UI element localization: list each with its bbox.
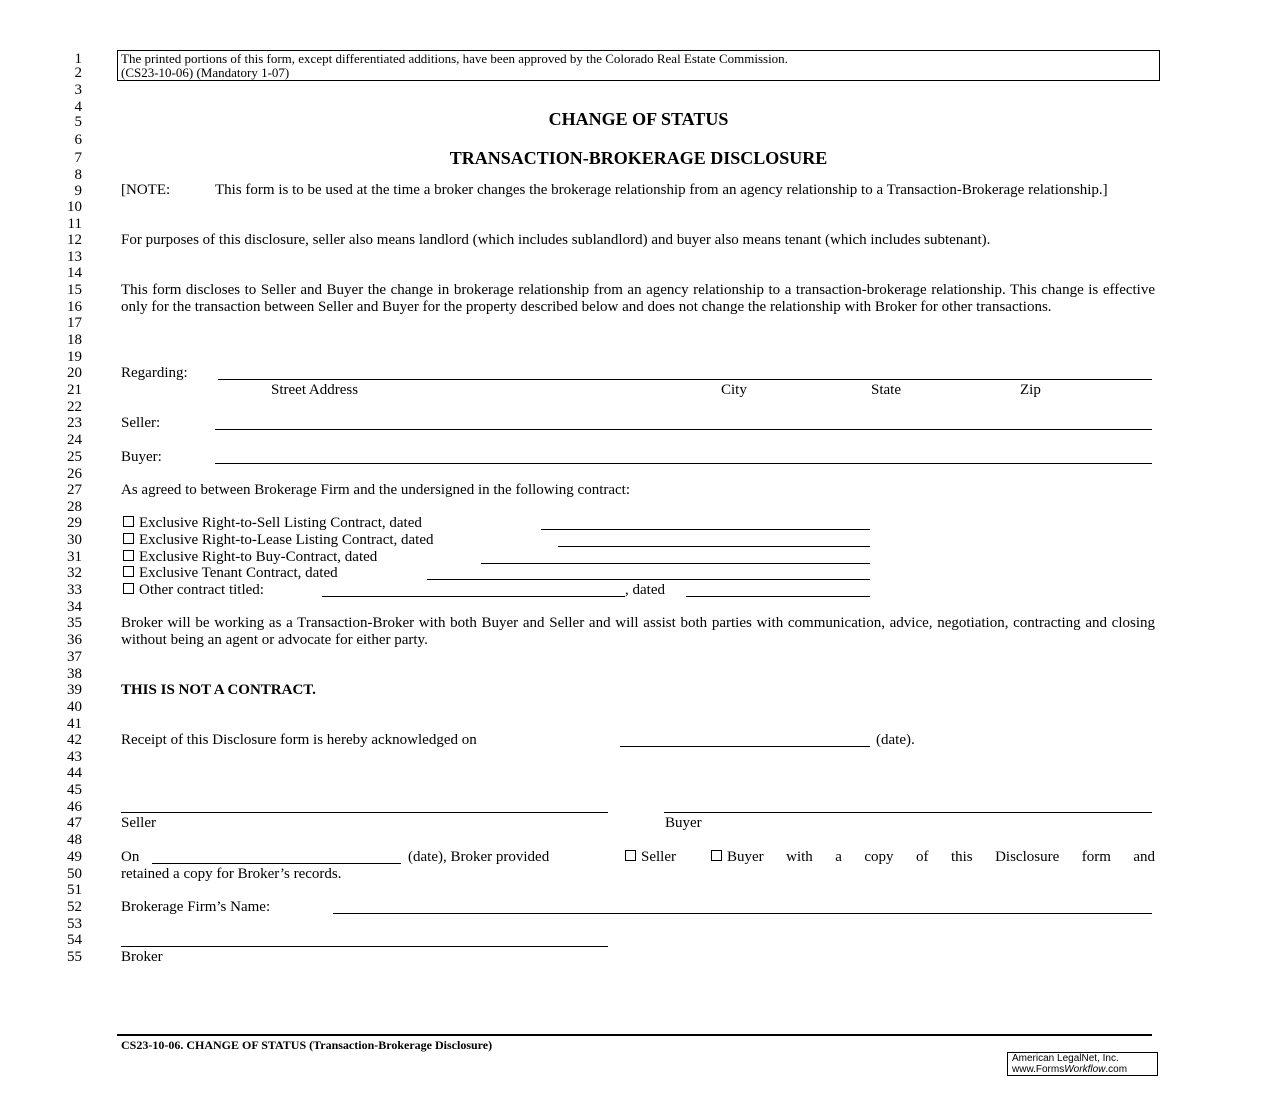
page-title: CHANGE OF STATUS: [548, 109, 729, 129]
contract-label: Other contract titled:: [139, 582, 264, 598]
vendor-name: American LegalNet, Inc.: [1012, 1053, 1119, 1064]
contract-option[interactable]: [123, 565, 338, 581]
footer-form-id: CS23-10-06. CHANGE OF STATUS (Transaction-Brokerage Disclosure): [121, 1038, 493, 1052]
dated-line[interactable]: [686, 596, 870, 597]
contract-label: Exclusive Right-to-Lease Listing Contract, dated: [139, 532, 434, 548]
line-number: 25: [67, 449, 82, 465]
line-number: 17: [67, 315, 82, 331]
line-number: 47: [67, 815, 82, 831]
line-number: 45: [67, 782, 82, 798]
line-number: 7: [74, 150, 82, 166]
line-number: 6: [74, 132, 82, 148]
retained-copy-text: retained a copy for Broker’s records.: [121, 866, 342, 882]
regarding-input-line[interactable]: [218, 379, 1152, 380]
line-number: 41: [67, 716, 82, 732]
contract-option[interactable]: [123, 582, 264, 598]
line-number: 4: [74, 99, 82, 115]
note-text: This form is to be used at the time a broker changes the brokerage relationship from an agency relationship to a Transaction-Brokerage relationship.]: [215, 182, 1108, 198]
line-number: 14: [67, 265, 82, 281]
dated-line[interactable]: [481, 563, 870, 564]
line-number: 52: [67, 899, 82, 915]
broker-role-paragraph: Broker will be working as a Transaction-Broker with both Buyer and Seller and will assist both parties with communication, advice, negotiation, contracting and closing without being an agent or advocate for either party.: [121, 615, 1155, 648]
line-number: 34: [67, 599, 82, 615]
on-label: On: [121, 849, 140, 865]
line-number: 43: [67, 749, 82, 765]
seller-signature-caption: Seller: [121, 815, 156, 831]
broker-signature-caption: Broker: [121, 949, 163, 965]
line-number: 16: [67, 299, 82, 315]
line-number: 19: [67, 349, 82, 365]
seller-signature-line[interactable]: [121, 812, 608, 813]
line-number: 55: [67, 949, 82, 965]
other-title-line[interactable]: [322, 596, 625, 597]
buyer-signature-line[interactable]: [664, 812, 1152, 813]
not-a-contract: THIS IS NOT A CONTRACT.: [121, 682, 316, 698]
line-number: 2: [74, 65, 82, 81]
line-number: 48: [67, 832, 82, 848]
line-number: 5: [74, 114, 82, 130]
contract-label: Exclusive Right-to Buy-Contract, dated: [139, 549, 378, 565]
dated-line[interactable]: [427, 579, 870, 580]
line-number: 53: [67, 916, 82, 932]
line-number: 36: [67, 632, 82, 648]
vendor-box: [1007, 1052, 1158, 1076]
line-number: 20: [67, 365, 82, 381]
checkbox[interactable]: [123, 516, 134, 527]
provided-date-line[interactable]: [152, 863, 401, 864]
note-label: [NOTE:: [121, 182, 171, 198]
receipt-text: Receipt of this Disclosure form is hereby acknowledged on: [121, 732, 477, 748]
agreed-text: As agreed to between Brokerage Firm and the undersigned in the following contract:: [121, 482, 631, 498]
city-caption: City: [721, 382, 747, 398]
dated-line[interactable]: [558, 546, 870, 547]
dated-line[interactable]: [541, 529, 870, 530]
firm-name-line[interactable]: [333, 913, 1152, 914]
disclosure-paragraph: This form discloses to Seller and Buyer the change in brokerage relationship from an agency relationship to a transaction-brokerage relationship. This change is effective only for the transaction between Seller and Buyer for the property described below and does not change the relationship with Broker for other transactions.: [121, 282, 1155, 315]
regarding-label: Regarding:: [121, 365, 188, 381]
broker-signature-line[interactable]: [121, 946, 608, 947]
receipt-date-suffix: (date).: [876, 732, 915, 748]
contract-option[interactable]: [123, 549, 377, 565]
line-number: 8: [74, 167, 82, 183]
commission-approval-box: [117, 50, 1160, 81]
purposes-paragraph: For purposes of this disclosure, seller also means landlord (which includes sublandlord) and buyer also means tenant (which includes subtenant).: [121, 232, 991, 248]
checkbox[interactable]: [123, 533, 134, 544]
line-number: 10: [67, 199, 82, 215]
receipt-date-line[interactable]: [620, 746, 870, 747]
line-number: 38: [67, 666, 82, 682]
line-number: 3: [74, 82, 82, 98]
contract-option[interactable]: [123, 515, 422, 531]
contract-label: Exclusive Right-to-Sell Listing Contract, dated: [139, 515, 422, 531]
checkbox[interactable]: [123, 566, 134, 577]
line-number: 28: [67, 499, 82, 515]
line-number: 46: [67, 799, 82, 815]
line-number: 30: [67, 532, 82, 548]
contract-option[interactable]: [123, 532, 434, 548]
zip-caption: Zip: [1020, 382, 1041, 398]
vendor-url: www.FormsWorkflow.com: [1012, 1064, 1128, 1075]
line-number: 11: [67, 216, 82, 232]
line-number: 13: [67, 249, 82, 265]
checkbox[interactable]: [625, 850, 636, 861]
line-number: 27: [67, 482, 82, 498]
buyer-label: Buyer:: [121, 449, 162, 465]
checkbox[interactable]: [123, 583, 134, 594]
line-number: 21: [67, 382, 82, 398]
line-number: 23: [67, 415, 82, 431]
provided-buyer-label: Buyer with a copy of this Disclosure form and: [727, 849, 1155, 865]
provided-seller-option[interactable]: [625, 849, 676, 865]
line-number: 24: [67, 432, 82, 448]
line-number: 49: [67, 849, 82, 865]
line-number: 50: [67, 866, 82, 882]
line-number: 54: [67, 932, 82, 948]
line-number: 31: [67, 549, 82, 565]
line-number: 26: [67, 466, 82, 482]
line-number: 37: [67, 649, 82, 665]
line-number: 9: [74, 183, 82, 199]
buyer-input-line[interactable]: [215, 463, 1152, 464]
firm-name-label: Brokerage Firm’s Name:: [121, 899, 271, 915]
provided-seller-label: Seller: [641, 849, 676, 865]
buyer-signature-caption: Buyer: [665, 815, 702, 831]
seller-input-line[interactable]: [215, 429, 1152, 430]
line-number: 39: [67, 682, 82, 698]
line-number: 22: [67, 399, 82, 415]
line-number: 18: [67, 332, 82, 348]
line-number: 40: [67, 699, 82, 715]
state-caption: State: [871, 382, 901, 398]
line-number: 12: [67, 232, 82, 248]
line-number: 1: [74, 51, 82, 67]
line-number: 51: [67, 882, 82, 898]
line-number: 15: [67, 282, 82, 298]
line-number: 35: [67, 615, 82, 631]
line-number: 44: [67, 765, 82, 781]
checkbox[interactable]: [123, 550, 134, 561]
page-subtitle: TRANSACTION-BROKERAGE DISCLOSURE: [449, 148, 828, 168]
line-number: 33: [67, 582, 82, 598]
street-address-caption: Street Address: [271, 382, 359, 398]
contract-label: Exclusive Tenant Contract, dated: [139, 565, 338, 581]
approval-text: The printed portions of this form, except differentiated additions, have been approved by the Colorado Real Estate Commission.: [121, 51, 788, 66]
checkbox[interactable]: [711, 850, 722, 861]
line-number: 32: [67, 565, 82, 581]
provided-buyer-option[interactable]: [711, 849, 1155, 866]
footer-rule: [117, 1034, 1152, 1036]
line-number: 42: [67, 732, 82, 748]
form-code: (CS23-10-06) (Mandatory 1-07): [121, 65, 290, 80]
seller-label: Seller:: [121, 415, 161, 431]
other-dated-label: , dated: [625, 582, 665, 598]
provided-date-text: (date), Broker provided: [408, 849, 550, 865]
line-number: 29: [67, 515, 82, 531]
